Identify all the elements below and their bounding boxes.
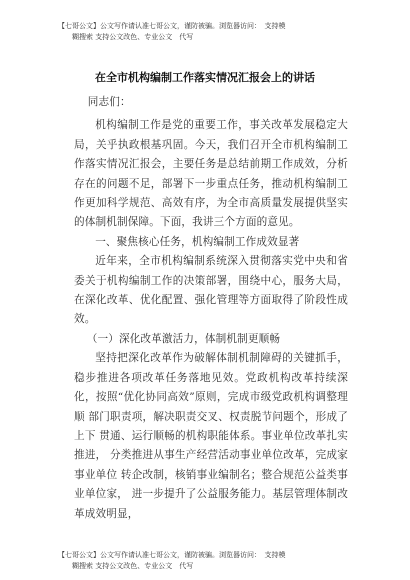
intro-paragraph: 机构编制工作是党的重要工作，事关改革发展稳定大局，关乎执政根基巩固。今天，我们召开全市机构编制工作落实情况汇报会，主要任务是总结前期工作成效，分析存在的问题不足，部署下一步重点任务，推动机构编制工作更加科学规范、高效有序，为全市高质量发展提供坚实的体制机制保障。下面，我讲三个方面的意见。 [74, 119, 348, 229]
footer-line-2: 糊搜索 支持公文改色、专业公文 代写 [72, 562, 194, 570]
section-paragraph: 近年来，全市机构编制系统深入贯彻落实党中央和省委关于机构编制工作的决策部署，围绕中心，服务大局，在深化改革、优化配置、强化管理等方面取得了阶段性成效。 [74, 255, 348, 326]
greeting: 同志们： [87, 96, 131, 108]
subsection-heading: （一）深化改革激活力，体制机制更顺畅 [86, 332, 281, 345]
document-body [74, 93, 348, 524]
header-line-1: 【七哥公文】公文写作请认准七哥公文，谨防被骗。浏览器访问： 支持模 [58, 22, 286, 30]
footer-line-1: 【七哥公文】公文写作请认准七哥公文，谨防被骗。浏览器访问： 支持模 [58, 551, 286, 559]
page-footer [58, 550, 358, 572]
header-line-2: 糊搜索 支持公文改色、专业公文 代写 [72, 33, 194, 41]
document-title: 在全市机构编制工作落实情况汇报会上的讲话 [95, 71, 315, 84]
section-heading: 一、聚焦核心任务，机构编制工作成效显著 [95, 235, 300, 248]
page-header [58, 21, 358, 43]
subsection-paragraph: 坚持把深化改革作为破解体制机制障碍的关键抓手，稳步推进各项改革任务落地见效。党政机构改革持续深化，按照“优化协同高效”原则，完成市级党政机构调整理顺 部门职责项，解决职责交叉、权责脱节问题个，形成了上下 贯通、运行顺畅的机构职能体系。事业单位改革扎实推进， 分类推进从事生产经营活动事业单位改革，完成家事业单位 转企改制，核销事业编制名；整合规范公益类事业单位家， 进一步提升了公益服务能力。基层管理体制改革成效明显， [74, 352, 348, 520]
